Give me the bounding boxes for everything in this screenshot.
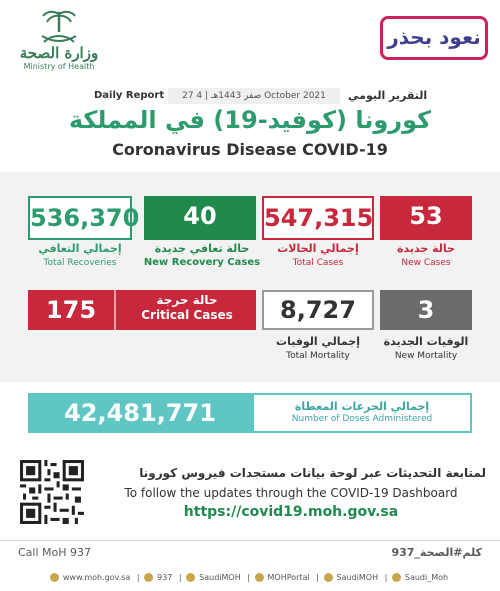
call-row — [0, 540, 500, 562]
new-cases-label-ar: حالة جديدة — [397, 242, 455, 255]
doses-label-ar: إجمالي الجرعات المعطاة — [294, 400, 430, 413]
facebook-icon — [324, 573, 333, 582]
new-cases-label — [380, 243, 472, 269]
footer-website[interactable] — [50, 573, 132, 582]
dashboard-text-ar: لمتابعة التحديثات عبر لوحة بيانات مستجدات فيروس كورونا — [139, 466, 486, 480]
total-recoveries-label — [28, 243, 132, 269]
critical-cases-value: 175 — [28, 290, 116, 330]
call-moh-ar: كلم#الصحة_937 — [391, 546, 482, 559]
total-mortality-label-ar: إجمالي الوفيات — [276, 335, 360, 348]
footer-snapchat[interactable] — [392, 573, 450, 582]
globe-icon — [50, 573, 59, 582]
critical-cases-label-en: Critical Cases — [141, 308, 233, 322]
total-recoveries-label-en: Total Recoveries — [43, 258, 117, 268]
footer-facebook[interactable] — [324, 573, 381, 582]
ministry-name-en: Ministry of Health — [23, 62, 95, 71]
qr-code-icon[interactable] — [20, 460, 84, 524]
footer-website-text: www.moh.gov.sa — [62, 573, 131, 582]
doses-label-en: Number of Doses Administered — [291, 414, 433, 424]
footer-portal-text: MOHPortal — [267, 573, 310, 582]
report-row — [0, 88, 500, 106]
twitter-icon — [186, 573, 195, 582]
footer-phone-text: 937 — [157, 573, 173, 582]
total-recoveries-label-ar: إجمالي التعافي — [38, 242, 122, 255]
new-cases-value: 53 — [380, 196, 472, 240]
new-mortality-label-ar: الوفيات الجديدة — [383, 335, 469, 348]
critical-cases-card — [28, 290, 256, 330]
footer-portal[interactable] — [255, 573, 312, 582]
page-title-en: Coronavirus Disease COVID-19 — [112, 140, 388, 159]
youtube-icon — [255, 573, 264, 582]
new-mortality-label — [374, 336, 478, 362]
total-mortality-label-en: Total Mortality — [286, 351, 350, 361]
total-cases-value: 547,315 — [262, 196, 374, 240]
total-cases-label — [262, 243, 374, 269]
new-recovery-label — [140, 243, 264, 269]
campaign-badge: نعود بحذر — [380, 16, 488, 60]
total-recoveries-value: 536,370 — [28, 196, 132, 240]
new-mortality-label-en: New Mortality — [394, 351, 458, 361]
new-mortality-value: 3 — [380, 290, 472, 330]
footer-facebook-text: SaudiMOH — [336, 573, 379, 582]
snapchat-icon — [392, 573, 401, 582]
critical-cases-label-ar: حالة حرجة — [156, 293, 218, 307]
dashboard-text-en: To follow the updates through the COVID-19 Dashboard — [124, 486, 458, 500]
report-label-ar: التقرير اليومي — [348, 89, 428, 102]
total-mortality-value: 8,727 — [262, 290, 374, 330]
footer-twitter[interactable] — [186, 573, 243, 582]
new-cases-label-en: New Cases — [401, 258, 451, 268]
dashboard-url-link[interactable]: https://covid19.moh.gov.sa — [183, 504, 399, 520]
footer-links: www.moh.gov.sa | 937 | SaudiMOH | MOHPortal | SaudiMOH | Saudi_Moh — [0, 568, 500, 591]
new-recovery-label-ar: حالة تعافي جديدة — [154, 242, 250, 255]
phone-icon — [144, 573, 153, 582]
new-recovery-label-en: New Recovery Cases — [143, 257, 261, 268]
total-cases-label-ar: إجمالي الحالات — [277, 242, 359, 255]
ministry-name-ar: وزارة الصحة — [19, 44, 99, 62]
moh-logo — [14, 6, 104, 78]
footer-snapchat-text: Saudi_Moh — [404, 573, 449, 582]
total-cases-label-en: Total Cases — [292, 258, 344, 268]
new-recovery-value: 40 — [144, 196, 256, 240]
palm-swords-icon — [36, 6, 82, 46]
report-label-en: Daily Report — [94, 90, 165, 101]
page-title-ar: كورونا (كوفيد-19) في المملكة — [68, 106, 432, 134]
call-moh-en: Call MoH 937 — [18, 546, 92, 559]
critical-cases-label — [118, 293, 256, 323]
header — [0, 0, 500, 170]
report-date: 27 صفر 1443هـ | 4 October 2021 — [168, 88, 340, 104]
dashboard-section — [0, 448, 500, 540]
total-mortality-label — [262, 336, 374, 362]
doses-value: 42,481,771 — [28, 393, 252, 433]
doses-label — [252, 393, 472, 433]
footer-phone[interactable] — [144, 573, 174, 582]
footer-twitter-text: SaudiMOH — [199, 573, 241, 582]
doses-card — [28, 393, 472, 433]
